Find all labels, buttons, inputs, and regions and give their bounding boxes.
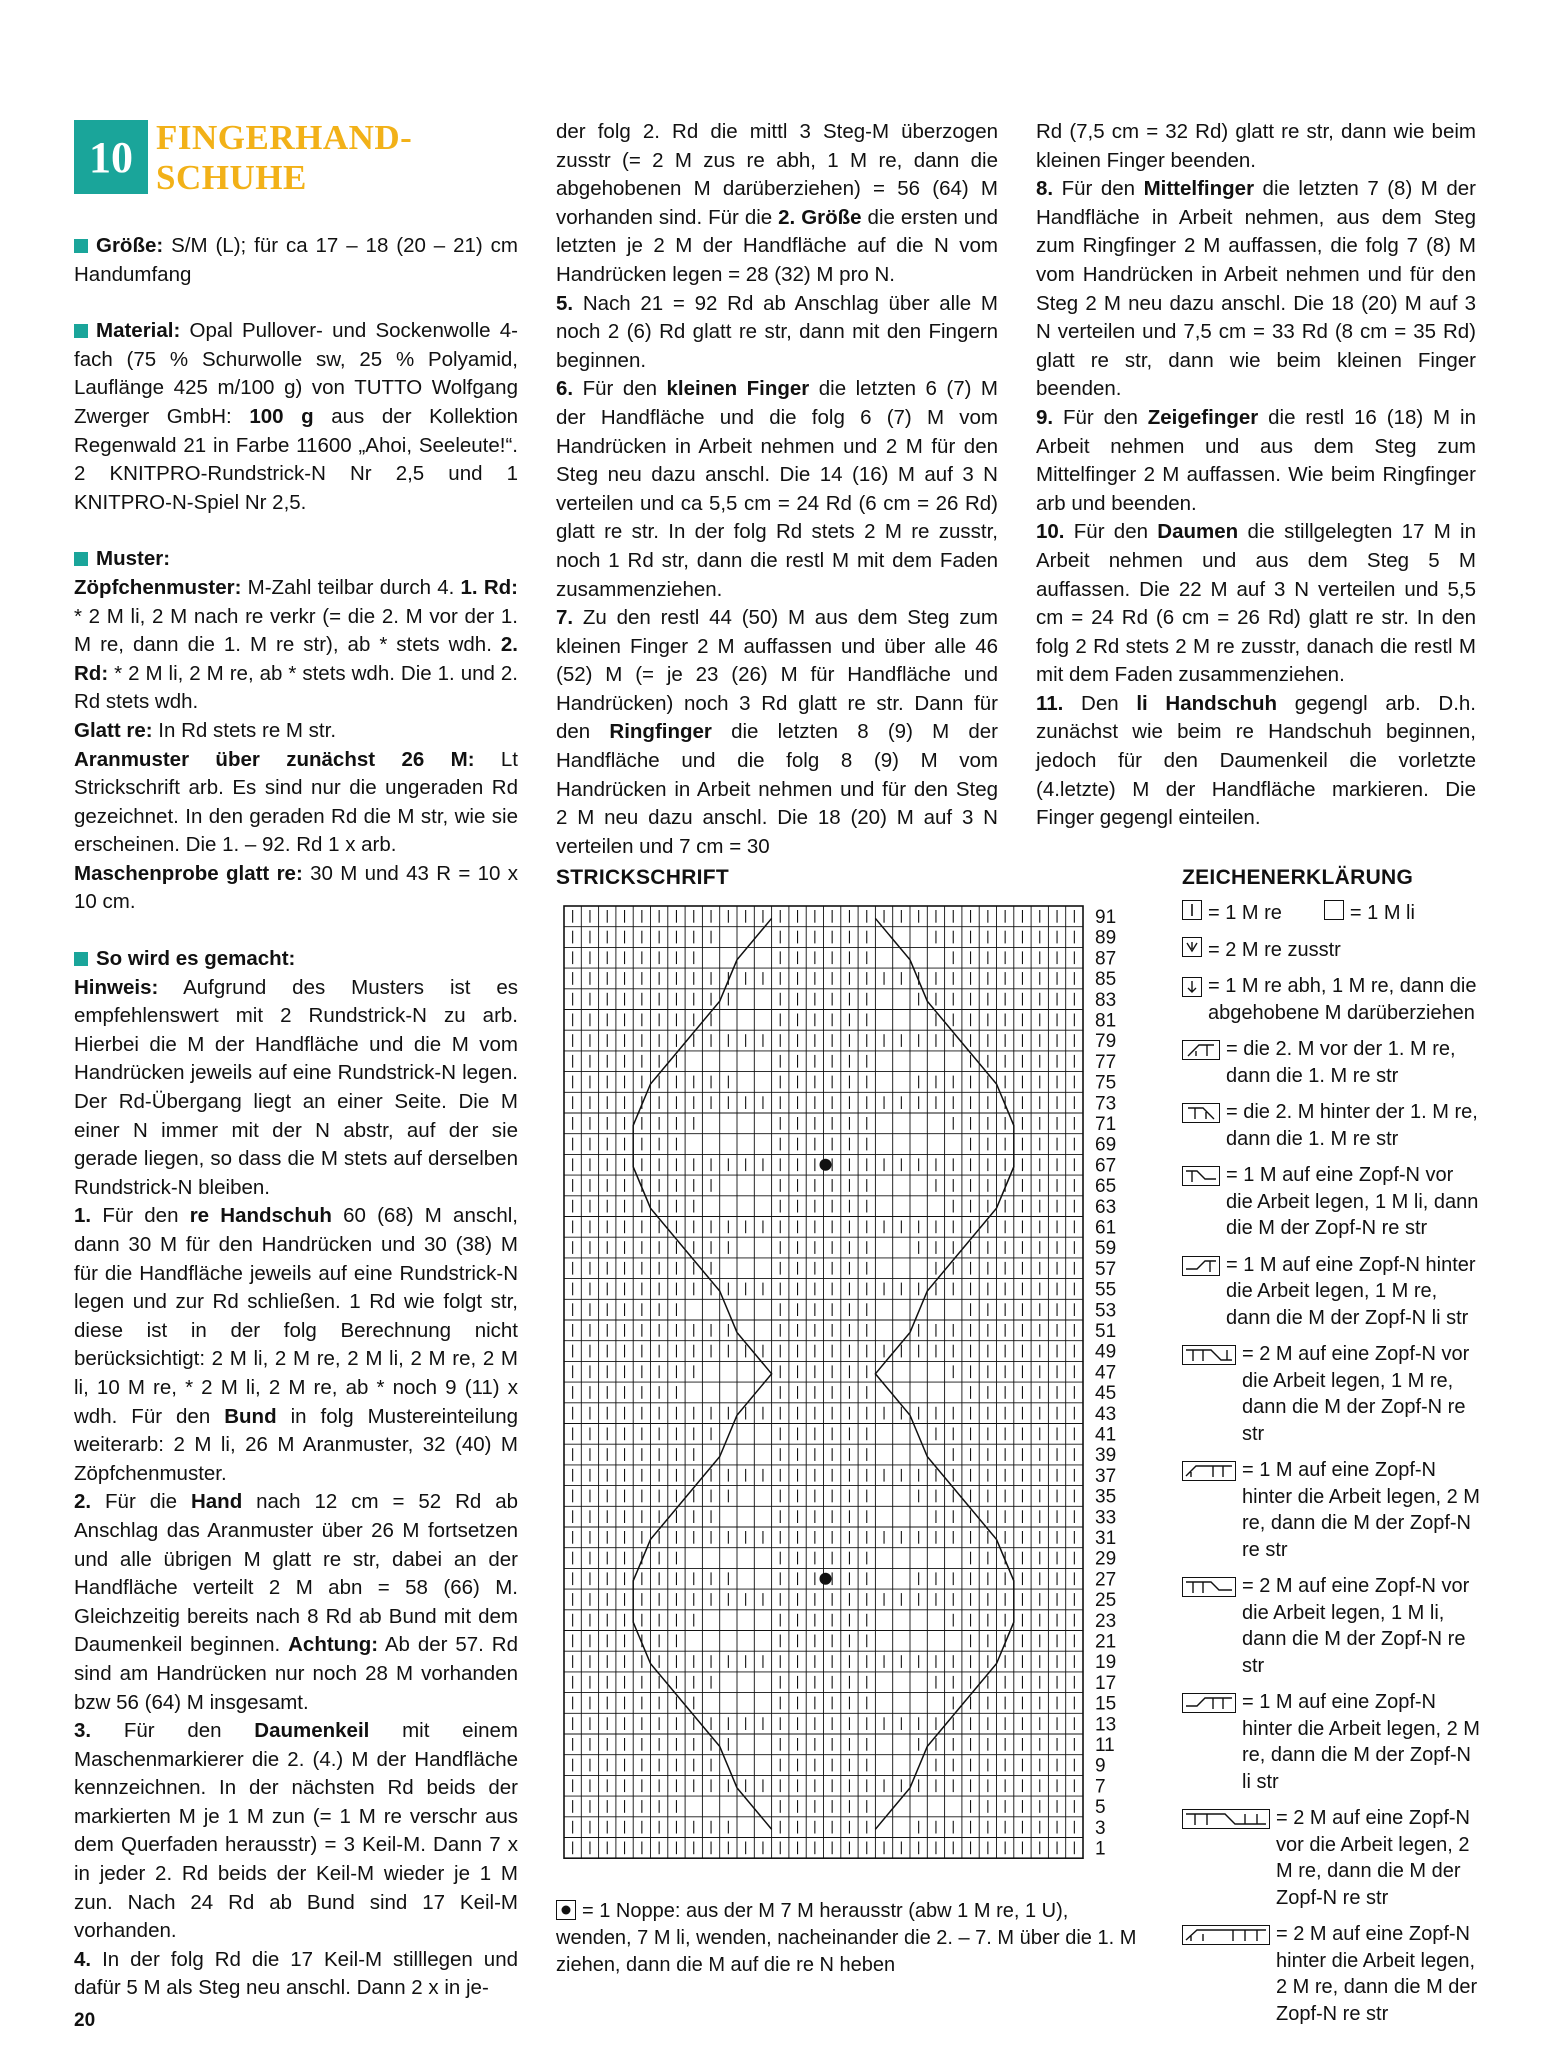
aran-paragraph: Aranmuster über zunächst 26 M: Lt Strickschrift arb. Es sind nur die ungeraden Rd gezeichnet. In den geraden Rd die M str, wie sie erscheinen. Die 1. – 92. Rd 1 x arb. — [74, 747, 518, 857]
step-4-continued: der folg 2. Rd die mittl 3 Steg-M überzogen zusstr (= 2 M zus re abh, 1 M re, dann die abgehobenen M darüberziehen) = 56 (64) M vorhanden sind. Für die 2. Größe die ersten und letzten je 2 M der Handfläche auf die N vom Handrücken legen = 28 (32) M pro N. — [556, 120, 998, 286]
title-line-1: FINGERHAND- — [156, 118, 413, 157]
legend-item-c7: = 2 M auf eine Zopf-N vor die Arbeit legen, 1 M li, dann die M der Zopf-N re str — [1182, 1573, 1482, 1679]
row-label: 87 — [1095, 948, 1117, 970]
k2tog-icon — [1182, 937, 1202, 957]
row-label: 73 — [1095, 1093, 1117, 1115]
bullet-square — [74, 239, 88, 253]
legend-item-abh: = 1 M re abh, 1 M re, dann die abgehobene M darüberziehen — [1182, 973, 1482, 1026]
step-11: 11. Den li Handschuh gegengl arb. D.h. zunächst wie beim re Handschuh beginnen, jedoch für den Daumenkeil die vorletzte (4.letzte) M der Handfläche markieren. Die Finger gegengl einteilen. — [1036, 691, 1476, 830]
row-label: 63 — [1095, 1196, 1117, 1218]
bullet-square — [74, 324, 88, 338]
title-line-2: SCHUHE — [156, 158, 307, 197]
row-label: 81 — [1095, 1010, 1117, 1032]
row-label: 67 — [1095, 1155, 1117, 1177]
legend-item-re-li: = 1 M re = 1 M li — [1182, 900, 1482, 927]
row-label: 61 — [1095, 1217, 1117, 1239]
step-2: 2. Für die Hand nach 12 cm = 52 Rd ab Anschlag das Aranmuster über 26 M fortsetzen und alle übrigen M glatt re str, dabei an der Handfläche verteilt 2 M abn = 58 (66) M. Gleichzeitig bereits nach 8 Rd ab Bund mit dem Daumenkeil beginnen. Achtung: Ab der 57. Rd sind am Handrücken nur noch 28 M vorhanden bzw 56 (64) M insgesamt. — [74, 1490, 518, 1714]
section-number: 10 — [89, 132, 133, 182]
row-label: 21 — [1095, 1631, 1117, 1653]
page-number: 20 — [74, 2010, 96, 2031]
probe-paragraph: Maschenprobe glatt re: 30 M und 43 R = 10 x 10 cm. — [74, 861, 518, 914]
row-label: 33 — [1095, 1507, 1117, 1529]
cable-1-2-back-icon — [1182, 1461, 1236, 1481]
knitting-chart — [562, 904, 1122, 1884]
glatt-paragraph: Glatt re: In Rd stets re M str. — [74, 718, 337, 742]
legend-item-c8: = 1 M auf eine Zopf-N hinter die Arbeit legen, 2 M re, dann die M der Zopf-N li str — [1182, 1689, 1482, 1795]
skpo-icon — [1182, 977, 1202, 997]
row-label: 41 — [1095, 1424, 1117, 1446]
cable-front-purl-icon — [1182, 1166, 1220, 1186]
row-label: 91 — [1095, 906, 1117, 928]
step-5: 5. Nach 21 = 92 Rd ab Anschlag über alle M noch 2 (6) Rd glatt re str, dann mit den Fingern beginnen. — [556, 291, 998, 372]
row-label: 65 — [1095, 1176, 1117, 1198]
row-label: 45 — [1095, 1383, 1117, 1405]
row-label: 15 — [1095, 1693, 1117, 1715]
row-label: 49 — [1095, 1341, 1117, 1363]
bullet-square — [74, 552, 88, 566]
legend-heading: ZEICHENERKLÄRUNG — [1182, 866, 1414, 889]
row-label: 39 — [1095, 1445, 1117, 1467]
bullet-square — [74, 952, 88, 966]
cable-2-1-front-purl-icon — [1182, 1577, 1236, 1597]
muster-heading: Muster: — [74, 545, 518, 574]
legend-item-c5: = 2 M auf eine Zopf-N vor die Arbeit legen, 1 M re, dann die M der Zopf-N re str — [1182, 1341, 1482, 1447]
row-label: 17 — [1095, 1672, 1117, 1694]
row-label: 75 — [1095, 1072, 1117, 1094]
legend-item-c2: = die 2. M hinter der 1. M re, dann die 1. M re str — [1182, 1099, 1482, 1152]
row-label: 35 — [1095, 1486, 1117, 1508]
legend-item-c3: = 1 M auf eine Zopf-N vor die Arbeit legen, 1 M li, dann die M der Zopf-N re str — [1182, 1162, 1482, 1242]
row-label: 51 — [1095, 1320, 1117, 1342]
column-1 — [74, 232, 518, 2003]
cable-right-icon — [1182, 1040, 1220, 1060]
legend-item-c6: = 1 M auf eine Zopf-N hinter die Arbeit legen, 2 M re, dann die M der Zopf-N re str — [1182, 1457, 1482, 1563]
size-paragraph: Größe: S/M (L); für ca 17 – 18 (20 – 21) cm Handumfang — [74, 234, 518, 286]
row-label: 69 — [1095, 1134, 1117, 1156]
cable-1-2-back-purl-icon — [1182, 1693, 1236, 1713]
step-6: 6. Für den kleinen Finger die letzten 6 (7) M der Handfläche und die folg 6 (7) M vom Handrücken in Arbeit nehmen und 2 M für den Steg neu dazu anschl. Die 14 (16) M auf 3 N verteilen und ca 5,5 cm = 24 Rd (6 cm = 26 Rd) glatt re str. In der folg Rd stets 2 M re zusstr, noch 1 Rd str, dann die restl M mit dem Faden zusammenziehen. — [556, 377, 998, 601]
row-label: 89 — [1095, 927, 1117, 949]
bobble-icon — [556, 1900, 576, 1920]
row-label: 43 — [1095, 1403, 1117, 1425]
row-label: 25 — [1095, 1590, 1117, 1612]
purl-stitch-icon — [1324, 900, 1344, 920]
cable-2-2-front-icon — [1182, 1809, 1270, 1829]
row-label: 37 — [1095, 1465, 1117, 1487]
legend-item-zusstr: = 2 M re zusstr — [1182, 937, 1482, 964]
row-label: 47 — [1095, 1362, 1117, 1384]
legend-item-c1: = die 2. M vor der 1. M re, dann die 1. M re str — [1182, 1036, 1482, 1089]
step-7: 7. Zu den restl 44 (50) M aus dem Steg zum kleinen Finger 2 M auffassen und über alle 46 (52) M (= je 23 (26) M für Handfläche und Handrücken) noch 3 Rd glatt re str. Dann für den Ringfinger die letzten 8 (9) M der Handfläche und die folg 8 (9) M vom Handrücken in Arbeit nehmen und für den Steg 2 M neu dazu anschl. Die 18 (20) M auf 3 N verteilen und 7 cm = 30 — [556, 606, 998, 858]
cable-back-purl-icon — [1182, 1256, 1220, 1276]
knit-stitch-icon — [1182, 900, 1202, 920]
row-label: 5 — [1095, 1797, 1106, 1819]
row-label: 3 — [1095, 1817, 1106, 1839]
step-10: 10. Für den Daumen die stillgelegten 17 M in Arbeit nehmen und aus dem Steg 5 M auffassen. Die 22 M auf 3 N verteilen und 5,5 cm = 24 Rd (6 cm = 26 Rd) glatt re str. In den folg 2 Rd stets 2 M re zusstr, danach die restl M mit dem Faden zusammenziehen. — [1036, 520, 1476, 687]
legend-item-c9: = 2 M auf eine Zopf-N vor die Arbeit legen, 2 M re, dann die M der Zopf-N re str — [1182, 1805, 1482, 1911]
section-number-box — [74, 120, 148, 194]
column-2 — [556, 118, 998, 861]
hinweis-paragraph: Hinweis: Aufgrund des Musters ist es empfehlenswert mit 2 Rundstrick-N zu arb. Hierbei die M der Handfläche und die M vom Handrücken jeweils auf eine Rundstrick-N legen. Der Rd-Übergang liegt an einer Seite. Die M einer N immer mit der N abstr, auf der sie gerade liegen, so dass die M stets auf derselben Rundstrick-N bleiben. — [74, 975, 518, 1199]
row-label: 9 — [1095, 1755, 1106, 1777]
legend — [1182, 900, 1482, 2037]
row-label: 53 — [1095, 1300, 1117, 1322]
row-label: 83 — [1095, 989, 1117, 1011]
row-label: 13 — [1095, 1714, 1117, 1736]
row-label: 55 — [1095, 1279, 1117, 1301]
cable-2-1-front-icon — [1182, 1345, 1236, 1365]
row-label: 23 — [1095, 1610, 1117, 1632]
zopf-paragraph: Zöpfchenmuster: M-Zahl teilbar durch 4. 1. Rd: * 2 M li, 2 M nach re verkr (= die 2. M vor der 1. M re, dann die 1. M re str), ab * stets wdh. 2. Rd: * 2 M li, 2 M re, ab * stets wdh. Die 1. und 2. Rd stets wdh. — [74, 575, 518, 714]
step-3: 3. Für den Daumenkeil mit einem Maschenmarkierer die 2. (4.) M der Handfläche kennzeichnen. In der nächsten Rd beids der markierten M je 1 M zun (= 1 M re verschr aus dem Querfaden herausstr) = 3 Keil-M. Dann 7 x in jeder 2. Rd beids der Keil-M wieder je 1 M zun. Nach 24 Rd ab Bund sind 17 Keil-M vorhanden. — [74, 1719, 518, 1943]
sowird-heading: So wird es gemacht: — [74, 945, 518, 974]
row-label: 85 — [1095, 969, 1117, 991]
chart-heading: STRICKSCHRIFT — [556, 866, 730, 889]
row-label: 27 — [1095, 1569, 1117, 1591]
step-9: 9. Für den Zeigefinger die restl 16 (18) M in Arbeit nehmen und aus dem Steg zum Mittelfinger 2 M auffassen. Wie beim Ringfinger arb und beenden. — [1036, 405, 1476, 515]
cable-left-icon — [1182, 1103, 1220, 1123]
row-label: 71 — [1095, 1113, 1117, 1135]
row-label: 77 — [1095, 1051, 1117, 1073]
row-label: 11 — [1095, 1734, 1115, 1756]
legend-item-c4: = 1 M auf eine Zopf-N hinter die Arbeit legen, 1 M re, dann die M der Zopf-N li str — [1182, 1252, 1482, 1332]
row-label: 31 — [1095, 1527, 1117, 1549]
step-8: 8. Für den Mittelfinger die letzten 7 (8) M der Handfläche in Arbeit nehmen, aus dem Steg zum Ringfinger 2 M auffassen, die folg 7 (8) M vom Handrücken in Arbeit nehmen und für den Steg 2 M neu dazu anschl. Die 18 (20) M auf 3 N verteilen und 7,5 cm = 33 Rd (8 cm = 35 Rd) glatt re str, dann wie beim kleinen Finger beenden. — [1036, 177, 1476, 401]
column-3 — [1036, 118, 1476, 833]
row-label: 59 — [1095, 1238, 1117, 1260]
step-1: 1. Für den re Handschuh 60 (68) M anschl, dann 30 M für den Handrücken und 30 (38) M für die Handfläche jeweils auf eine Rundstrick-N legen und zur Rd schließen. 1 Rd wie folgt str, diese ist in der folg Berechnung nicht berücksichtigt: 2 M li, 2 M re, 2 M li, 2 M re, 2 M li, 10 M re, * 2 M li, 2 M re, ab * noch 9 (11) x wdh. Für den Bund in folg Mustereinteilung weiterarb: 2 M li, 26 M Aranmuster, 32 (40) M Zöpfchenmuster. — [74, 1204, 519, 1485]
row-label: 29 — [1095, 1548, 1117, 1570]
row-label: 1 — [1095, 1838, 1106, 1860]
row-label: 79 — [1095, 1031, 1117, 1053]
row-label: 7 — [1095, 1776, 1106, 1798]
cable-2-2-back-icon — [1182, 1925, 1270, 1945]
bobble-note: = 1 Noppe: aus der M 7 M herausstr (abw 1 M re, 1 U), wenden, 7 M li, wenden, nacheinander die 2. – 7. M über die 1. M ziehen, dann die M auf die re N heben — [556, 1900, 1137, 1976]
step-7-continued: Rd (7,5 cm = 32 Rd) glatt re str, dann wie beim kleinen Finger beenden. — [1036, 120, 1476, 172]
section-title — [156, 118, 412, 198]
legend-item-c10: = 2 M auf eine Zopf-N hinter die Arbeit legen, 2 M re, dann die M der Zopf-N re str — [1182, 1921, 1482, 2027]
step-4: 4. In der folg Rd die 17 Keil-M stilllegen und dafür 5 M als Steg neu anschl. Dann 2 x in je- — [74, 1947, 518, 2000]
row-label: 19 — [1095, 1652, 1117, 1674]
row-label: 57 — [1095, 1258, 1117, 1280]
material-paragraph: Material: Opal Pullover- und Sockenwolle 4-fach (75 % Schurwolle sw, 25 % Polyamid, Lauflänge 425 m/100 g) von TUTTO Wolfgang Zwerger GmbH: 100 g aus der Kollektion Regenwald 21 in Farbe 11600 „Ahoi, Seeleute!“. 2 KNITPRO-Rundstrick-N Nr 2,5 und 1 KNITPRO-N-Spiel Nr 2,5. — [74, 319, 519, 514]
